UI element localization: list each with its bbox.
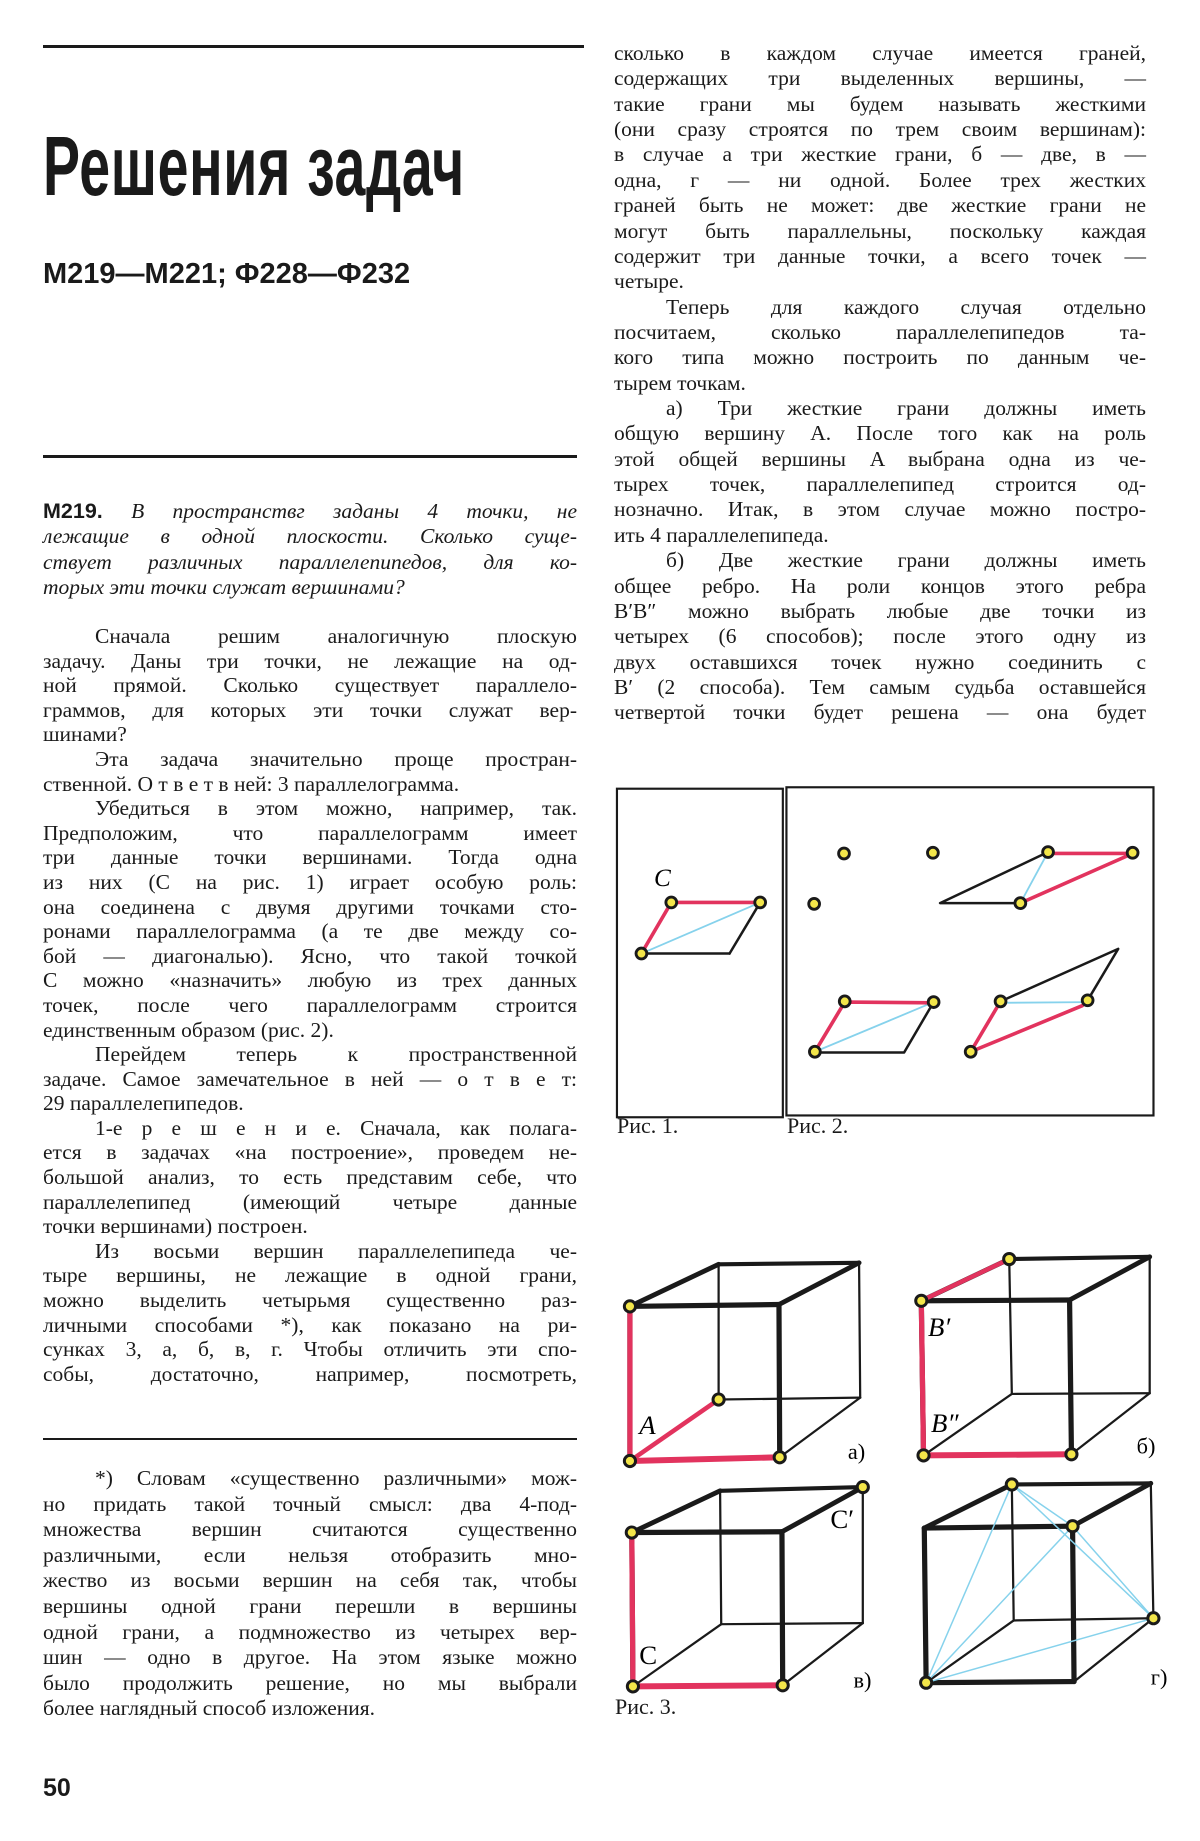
figure-3-caption: Рис. 3. <box>615 1694 677 1719</box>
text-line: могут быть параллельны, поскольку каждая <box>614 218 1146 243</box>
text-line: Сначала решим аналогичную плоскую <box>95 624 577 648</box>
vertex-point <box>626 1527 637 1538</box>
text-line: Из восьми вершин параллелепипеда че- <box>95 1238 577 1263</box>
cube-edge <box>630 1305 779 1307</box>
cube-edge <box>1012 1393 1150 1394</box>
text-line: три данные точки вершинами. Тогда одна <box>43 845 577 870</box>
page-number: 50 <box>43 1774 71 1802</box>
highlighted-edge <box>921 1259 1009 1301</box>
footnote-line: различными, если нельзя отобразить мно- <box>43 1542 577 1567</box>
text-line: (они сразу строятся по трем своим вершинам): <box>614 117 1146 142</box>
vertex-label-c-prime: C′ <box>830 1504 855 1535</box>
text-line: содержит три данные точки, а всего точек — <box>614 243 1146 268</box>
vertex-point <box>857 1481 868 1492</box>
diagonal <box>641 902 760 953</box>
text-line: граммов, для которых эти точки служат вер- <box>43 697 577 722</box>
vertex-point <box>918 1450 929 1461</box>
panel-tag-a: а) <box>847 1439 866 1465</box>
vertex-point <box>916 1295 927 1306</box>
tetrahedron-edge <box>926 1526 1072 1682</box>
footnote-line: *) Словам «существенно различными» мож- <box>95 1466 577 1490</box>
text-line: точки вершинами) построен. <box>43 1214 308 1239</box>
cube-edge <box>630 1264 719 1306</box>
text-line: Предположим, что параллелограмм имеет <box>43 820 577 845</box>
vertex-point <box>624 1301 635 1312</box>
figure-2 <box>786 787 1153 1115</box>
text-line: а) Три жесткие грани должны иметь <box>666 396 1146 421</box>
vertex-point <box>1067 1521 1078 1532</box>
cube-edge <box>1151 1483 1154 1618</box>
vertex-point <box>624 1455 635 1466</box>
cube-edge <box>720 1491 721 1624</box>
text-line: содержащих три выделенных вершины, — <box>614 66 1146 91</box>
text-line: параллелепипед (имеющий четыре данные <box>43 1189 577 1214</box>
problem-text: В пространствг заданы 4 точки, не <box>131 499 577 523</box>
text-line: одна, г — ни одной. Более трех жестких <box>614 167 1146 192</box>
tetrahedron-edge <box>1012 1484 1154 1618</box>
cube-edge <box>1009 1257 1149 1259</box>
highlighted-side <box>641 902 671 953</box>
text-line: ной прямой. Сколько существует параллело- <box>43 673 577 698</box>
vertex-point <box>666 897 677 908</box>
text-line: точек, после чего параллелограмм строится <box>43 992 577 1017</box>
vertex-point <box>1004 1253 1015 1264</box>
parallelogram-edge <box>730 902 761 953</box>
parallelogram-edge <box>1001 949 1119 1002</box>
right-column-text <box>614 41 1146 726</box>
text-line: задачу. Даны три точки, не лежащие на од- <box>43 648 577 673</box>
vertex-point <box>627 1681 638 1692</box>
text-line: единственным образом (рис. 2). <box>43 1017 334 1042</box>
text-line: четвертой точки будет решена — она будет <box>614 700 1146 725</box>
panel-tag-b: б) <box>1136 1433 1156 1459</box>
text-line: сколько в каждом случае имеется граней, <box>614 41 1146 65</box>
text-line: бой — диагональю). Ясно, что такой точкой <box>43 943 577 968</box>
footnote-line: вершины одной грани перешли в вершины <box>43 1593 577 1618</box>
text-line: тыре вершины, не лежащие в одной грани, <box>43 1263 577 1288</box>
cube-edge <box>782 1532 783 1686</box>
vertex-point <box>1082 995 1093 1006</box>
diagonal <box>815 1002 934 1052</box>
vertex-label-a: A <box>639 1410 656 1441</box>
text-line: большой анализ, то есть представим себе, что <box>43 1165 577 1190</box>
text-line: Перейдем теперь к пространственной <box>95 1042 577 1067</box>
problem-line <box>43 524 577 549</box>
text-line: граней быть не может: две жесткие грани не <box>614 193 1146 218</box>
text-line: б) Две жесткие грани должны иметь <box>666 548 1146 573</box>
text-line: из них (C на рис. 1) играет особую роль: <box>43 869 577 894</box>
text-line: ронами параллелограмма (а те две между со- <box>43 919 577 944</box>
cube-edge <box>924 1528 926 1683</box>
cube-edge <box>719 1398 861 1400</box>
given-point <box>928 847 939 858</box>
text-line: кого типа можно построить по данным че- <box>614 345 1146 370</box>
figure-1 <box>617 789 783 1118</box>
text-line: B′ (2 способа). Тем самым судьба оставшейся <box>614 674 1146 699</box>
cube-edge <box>1074 1618 1153 1681</box>
cube-edge <box>783 1623 863 1685</box>
cube-edge <box>779 1263 859 1305</box>
text-line: ить 4 параллелепипеда. <box>614 522 829 547</box>
vertex-point <box>713 1394 724 1405</box>
cube-edge <box>720 1487 863 1491</box>
problem-text: лежащие в одной плоскости. Сколько суще- <box>43 524 577 549</box>
text-line: C можно «назначить» любую из трех данных <box>43 968 577 993</box>
text-line: личными способами *), как показано на ри- <box>43 1312 577 1337</box>
cube-edge <box>721 1623 863 1624</box>
highlighted-edge <box>633 1685 783 1686</box>
highlighted-side <box>1020 853 1132 903</box>
text-line: четыре. <box>614 269 684 294</box>
text-line: ственной. О т в е т в ней: 3 параллелограмма. <box>43 771 460 796</box>
vertex-point <box>965 1046 976 1057</box>
vertex-label-c: C <box>639 1640 658 1671</box>
cube-edge <box>1012 1483 1151 1484</box>
vertex-point <box>921 1677 932 1688</box>
vertex-point <box>774 1452 785 1463</box>
cube-edge <box>859 1263 860 1398</box>
figure-1-caption: Рис. 1. <box>617 1113 679 1138</box>
vertex-point <box>777 1680 788 1691</box>
cube-edge <box>1073 1483 1151 1526</box>
text-line: четырех (6 способов); после этого одну из <box>614 624 1146 649</box>
text-line: двух оставшихся точек нужно соединить с <box>614 649 1146 674</box>
cube-edge <box>924 1526 1072 1528</box>
text-line: этой общей вершины A выбрана одна из че- <box>614 446 1146 471</box>
footnote-line: жество из восьми вершин на себя так, чтобы <box>43 1568 577 1593</box>
footnote-line: но придать такой точный смысл: два 4-под- <box>43 1491 577 1516</box>
figure-2-caption: Рис. 2. <box>787 1113 849 1138</box>
text-line: шинами? <box>43 722 127 747</box>
vertex-point <box>1148 1613 1159 1624</box>
cube-edge <box>921 1300 1069 1301</box>
highlighted-edge <box>630 1457 780 1461</box>
problem-statement <box>43 499 577 601</box>
vertex-point <box>928 997 939 1008</box>
problem-line <box>43 575 577 600</box>
cube-edge <box>779 1305 780 1458</box>
text-line: нозначно. Итак, в этом случае можно постро- <box>614 497 1146 522</box>
tetrahedron-edge <box>1012 1484 1073 1526</box>
problem-text: ствует различных параллелепипедов, для ко- <box>43 549 577 574</box>
footnote-line: одной грани, а подмножество из четырех вер- <box>43 1619 577 1644</box>
cube-edge <box>924 1484 1012 1528</box>
text-line: Убедиться в этом можно, например, так. <box>95 796 577 821</box>
vertex-point <box>1006 1479 1017 1490</box>
cube-edge <box>1070 1257 1150 1300</box>
problem-range-subtitle: М219—М221; Ф228—Ф232 <box>43 258 411 290</box>
figures-1-2 <box>600 770 1160 1150</box>
section-rule <box>43 455 577 458</box>
cube-edge <box>632 1532 782 1533</box>
text-line: тырех точек, параллелепипед строится од- <box>614 472 1146 497</box>
tetrahedron-edge <box>926 1618 1153 1682</box>
given-point <box>839 848 850 859</box>
cube-edge <box>1014 1618 1154 1620</box>
text-line: в случае а три жесткие грани, б — две, в — <box>614 142 1146 167</box>
vertex-point <box>1066 1449 1077 1460</box>
page-title: Решения задач <box>43 119 465 213</box>
vertex-point <box>1127 847 1138 858</box>
highlighted-side <box>971 1001 1083 1051</box>
text-line: ется в задачах «на построение», проведем не- <box>43 1140 577 1165</box>
tetrahedron-edge <box>1073 1526 1154 1618</box>
text-line: B′B″ можно выбрать любые две точки из <box>614 598 1146 623</box>
problem-text: торых эти точки служат вершинами? <box>43 575 405 600</box>
cube-edge <box>1070 1300 1072 1454</box>
cube-edge <box>926 1682 1074 1683</box>
footnote-line: шин — одно в другое. На этом языке можно <box>43 1645 577 1670</box>
label-c: C <box>654 864 671 892</box>
text-line: Теперь для каждого случая отдельно <box>666 294 1146 319</box>
highlighted-edge <box>924 1454 1072 1455</box>
vertex-point <box>1015 898 1026 909</box>
cube-edge <box>1073 1526 1074 1681</box>
text-line: общую вершину A. После того как на роль <box>614 421 1146 446</box>
cube-edge <box>719 1263 859 1264</box>
text-line: Эта задача значительно проще простран- <box>95 746 577 771</box>
left-column-text <box>43 624 577 1386</box>
vertex-point <box>839 996 850 1007</box>
problem-line <box>43 550 577 575</box>
text-line: такие грани мы будем называть жесткими <box>614 91 1146 116</box>
top-rule <box>43 45 584 48</box>
cube-edge <box>1012 1484 1014 1620</box>
parallelogram-edge <box>940 852 1048 903</box>
text-line: общее ребро. На роли концов этого ребра <box>614 573 1146 598</box>
cube-edge <box>1009 1259 1012 1394</box>
text-line: тырем точкам. <box>614 370 746 395</box>
panel-tag-v: в) <box>853 1667 872 1693</box>
vertex-point <box>995 996 1006 1007</box>
cube-edge <box>632 1491 720 1533</box>
problem-number: М219. <box>43 499 103 523</box>
vertex-point <box>755 897 766 908</box>
panel-tag-g: г) <box>1150 1664 1168 1690</box>
vertex-point <box>636 948 647 959</box>
text-line: задаче. Самое замечательное в ней — о т в е т: <box>43 1066 577 1091</box>
text-line: она соединена с двумя другими точками сто- <box>43 894 577 919</box>
text-line: посчитаем, сколько параллелепипедов та- <box>614 319 1146 344</box>
highlighted-edge <box>921 1301 923 1456</box>
vertex-label-b-double-prime: B″ <box>930 1407 959 1438</box>
vertex-point <box>1043 847 1054 858</box>
text-line: можно выделить четырьмя существенно раз- <box>43 1288 577 1313</box>
footnote-line: более наглядный способ изложения. <box>43 1696 376 1721</box>
text-line: сунках 3, а, б, в, г. Чтобы отличить эти спо- <box>43 1337 577 1362</box>
text-line: 1-е р е ш е н и е. Сначала, как полага- <box>95 1115 577 1140</box>
vertex-label-b-prime: B′ <box>928 1312 951 1343</box>
highlighted-edge <box>632 1533 633 1687</box>
vertex-point <box>809 1046 820 1057</box>
figure-3 <box>600 1230 1180 1730</box>
diagonal <box>1001 1002 1088 1003</box>
footnote <box>43 1466 577 1722</box>
footnote-line: было продолжить решение, но мы выбрали <box>43 1670 577 1695</box>
text-line: собы, достаточно, например, посмотреть, <box>43 1361 577 1386</box>
problem-line <box>43 499 577 524</box>
figure-2-frame <box>786 787 1153 1115</box>
footnote-line: множества вершин считаются существенно <box>43 1517 577 1542</box>
given-point <box>809 898 820 909</box>
text-line: 29 параллелепипедов. <box>43 1091 244 1116</box>
footnote-rule <box>43 1438 577 1440</box>
